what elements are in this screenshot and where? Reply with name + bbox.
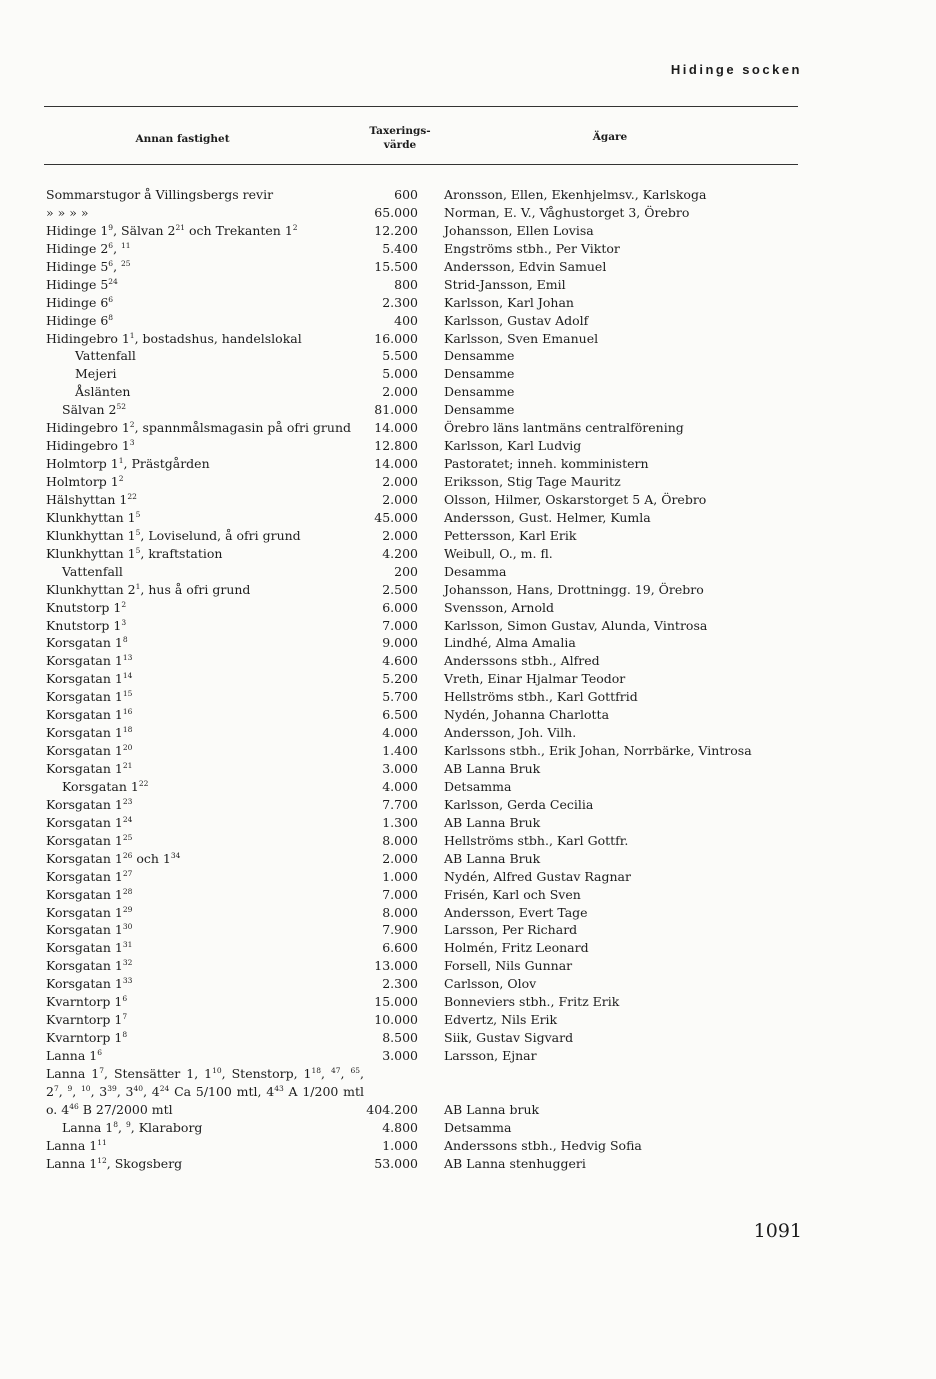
property-cell: Holmtorp $1^2$ xyxy=(46,474,124,490)
table-row xyxy=(0,455,936,473)
property-cell: Korsgatan $1^{32}$ xyxy=(46,958,133,974)
value-cell: 8.000 xyxy=(382,832,418,848)
property-cell: Korsgatan $1^{28}$ xyxy=(46,886,133,902)
value-cell: 4.600 xyxy=(382,653,418,669)
value-cell: 16.000 xyxy=(374,330,418,346)
value-cell: 1.400 xyxy=(382,743,418,759)
value-cell: 13.000 xyxy=(374,958,418,974)
property-cell: Korsgatan $1^{16}$ xyxy=(46,707,133,723)
value-cell: 4.000 xyxy=(382,778,418,794)
table-row xyxy=(0,258,936,276)
property-cell: Korsgatan $1^{22}$ xyxy=(62,778,149,794)
owner-cell: Engströms stbh., Per Viktor xyxy=(444,240,620,256)
table-row xyxy=(0,957,936,975)
property-cell: Lanna $1^6$ xyxy=(46,1048,103,1064)
value-cell: 6.000 xyxy=(382,599,418,615)
page-number: 1091 xyxy=(753,1220,802,1242)
table-row xyxy=(0,491,936,509)
property-cell: Korsgatan $1^{13}$ xyxy=(46,653,133,669)
table-row xyxy=(0,993,936,1011)
value-cell: 7.700 xyxy=(382,796,418,812)
table-row xyxy=(0,545,936,563)
table-row xyxy=(0,1137,936,1155)
value-cell: 800 xyxy=(394,276,418,292)
table-row xyxy=(0,778,936,796)
value-cell: 2.000 xyxy=(382,491,418,507)
property-cell: Korsgatan $1^{20}$ xyxy=(46,743,133,759)
table-row xyxy=(0,832,936,850)
owner-cell: Holmén, Fritz Leonard xyxy=(444,940,589,956)
owner-cell: Aronsson, Ellen, Ekenhjelmsv., Karlskoga xyxy=(444,187,707,202)
value-cell: 4.800 xyxy=(382,1119,418,1135)
table-row xyxy=(0,617,936,635)
value-cell: 1.300 xyxy=(382,814,418,830)
owner-cell: Densamme xyxy=(444,348,515,364)
owner-cell: Karlsson, Simon Gustav, Alunda, Vintrosa xyxy=(444,617,708,633)
table-row xyxy=(0,1047,936,1065)
value-cell: 45.000 xyxy=(374,509,418,525)
owner-cell: Andersson, Gust. Helmer, Kumla xyxy=(444,509,651,525)
property-cell: Lanna $1^8$, $^9$, Klaraborg xyxy=(62,1119,203,1135)
value-cell: 8.500 xyxy=(382,1030,418,1046)
property-cell: Korsgatan $1^{25}$ xyxy=(46,832,133,848)
owner-cell: Andersson, Joh. Vilh. xyxy=(444,725,577,741)
property-cell: Korsgatan $1^8$ xyxy=(46,635,128,651)
value-cell: 14.000 xyxy=(374,420,418,436)
column-header-value-line2: värde xyxy=(383,139,417,151)
property-table xyxy=(0,186,936,1173)
table-row xyxy=(0,1155,936,1173)
value-cell: 6.600 xyxy=(382,940,418,956)
owner-cell: Örebro läns lantmäns centralförening xyxy=(444,420,684,436)
value-cell: 4.200 xyxy=(382,545,418,561)
owner-cell: Johansson, Hans, Drottningg. 19, Örebro xyxy=(444,581,704,597)
owner-cell: Bonneviers stbh., Fritz Erik xyxy=(444,994,620,1010)
value-cell: 5.000 xyxy=(382,366,418,382)
value-cell: 5.700 xyxy=(382,689,418,705)
owner-cell: Anderssons stbh., Alfred xyxy=(444,653,600,669)
property-cell: Kvarntorp $1^7$ xyxy=(46,1012,128,1028)
table-row xyxy=(0,796,936,814)
owner-cell: Nydén, Johanna Charlotta xyxy=(444,707,610,723)
table-row xyxy=(0,509,936,527)
value-cell: 3.000 xyxy=(382,761,418,777)
table-row xyxy=(0,1119,936,1137)
owner-cell: Detsamma xyxy=(444,1119,512,1135)
property-cell: Korsgatan $1^{27}$ xyxy=(46,868,133,884)
property-cell: Sälvan $2^{52}$ xyxy=(62,402,127,418)
value-cell: 2.500 xyxy=(382,581,418,597)
table-row xyxy=(0,814,936,832)
property-cell: Holmtorp $1^1$, Prästgården xyxy=(46,456,210,472)
property-cell: Hidinge $5^6$, $^{25}$ xyxy=(46,258,131,274)
table-row xyxy=(0,742,936,760)
value-cell: 81.000 xyxy=(374,402,418,418)
owner-cell: Carlsson, Olov xyxy=(444,976,537,992)
value-cell: 5.500 xyxy=(382,348,418,364)
table-row xyxy=(0,581,936,599)
property-cell: Hidinge $2^6$, $^{11}$ xyxy=(46,240,131,256)
value-cell: 3.000 xyxy=(382,1048,418,1064)
value-cell: 404.200 xyxy=(366,1101,418,1117)
owner-cell: Olsson, Hilmer, Oskarstorget 5 A, Örebro xyxy=(444,491,707,507)
table-row xyxy=(0,312,936,330)
property-cell: Lanna $1^7$, Stensätter 1, $1^{10}$, Stenstorp, $1^{18}$, $^{47}$, $^{65}$, $2^7$, $^9$, $^{10}$, $3^{39}$, $3^{40}$, $4^{24}$ Ca 5/100 mtl, $4^{43}$ A 1/200 mtl o. $4^{46}$ B 27/2000 mtl xyxy=(46,1065,365,1117)
header-top-rule xyxy=(44,106,798,107)
value-cell: 65.000 xyxy=(374,204,418,220)
value-cell: 12.200 xyxy=(374,222,418,238)
table-row xyxy=(0,850,936,868)
page-running-title: Hidinge socken xyxy=(670,62,802,77)
value-cell: 15.000 xyxy=(374,994,418,1010)
owner-cell: Hellströms stbh., Karl Gottfrid xyxy=(444,689,638,705)
property-cell: Klunkhyttan $2^1$, hus å ofri grund xyxy=(46,581,251,597)
owner-cell: Lindhé, Alma Amalia xyxy=(444,635,576,651)
property-cell: Mejeri xyxy=(75,366,117,382)
property-cell: Vattenfall xyxy=(62,563,123,579)
table-row xyxy=(0,670,936,688)
table-row xyxy=(0,222,936,240)
table-row xyxy=(0,294,936,312)
owner-cell: Larsson, Per Richard xyxy=(444,922,578,938)
owner-cell: Densamme xyxy=(444,366,515,382)
column-header-property: Annan fastighet xyxy=(135,133,230,145)
table-row xyxy=(0,383,936,401)
owner-cell: Detsamma xyxy=(444,778,512,794)
owner-cell: AB Lanna Bruk xyxy=(444,814,541,830)
owner-cell: Desamma xyxy=(444,563,507,579)
property-cell: Korsgatan $1^{23}$ xyxy=(46,796,133,812)
owner-cell: Anderssons stbh., Hedvig Sofia xyxy=(444,1137,642,1153)
property-cell: Klunkhyttan $1^5$ xyxy=(46,509,141,525)
owner-cell: AB Lanna bruk xyxy=(444,1101,540,1117)
table-row xyxy=(0,365,936,383)
property-cell: Korsgatan $1^{24}$ xyxy=(46,814,133,830)
table-row xyxy=(0,347,936,365)
owner-cell: Hellströms stbh., Karl Gottfr. xyxy=(444,832,629,848)
owner-cell: Andersson, Edvin Samuel xyxy=(444,258,607,274)
table-row xyxy=(0,276,936,294)
owner-cell: Eriksson, Stig Tage Mauritz xyxy=(444,474,621,490)
owner-cell: AB Lanna Bruk xyxy=(444,850,541,866)
owner-cell: Pastoratet; inneh. komministern xyxy=(444,456,649,472)
owner-cell: Densamme xyxy=(444,384,515,400)
owner-cell: Johansson, Ellen Lovisa xyxy=(444,222,594,238)
owner-cell: Karlssons stbh., Erik Johan, Norrbärke, Vintrosa xyxy=(444,743,752,759)
value-cell: 7.000 xyxy=(382,886,418,902)
table-row xyxy=(0,1011,936,1029)
value-cell: 7.900 xyxy=(382,922,418,938)
owner-cell: Frisén, Karl och Sven xyxy=(444,886,581,902)
owner-cell: Karlsson, Gerda Cecilia xyxy=(444,796,594,812)
table-row xyxy=(0,886,936,904)
owner-cell: Vreth, Einar Hjalmar Teodor xyxy=(444,671,626,687)
property-cell: Hidinge $6^6$ xyxy=(46,294,114,310)
property-cell: Korsgatan $1^{14}$ xyxy=(46,671,133,687)
property-cell: Åslänten xyxy=(75,384,131,400)
table-row xyxy=(0,939,936,957)
property-cell: Knutstorp $1^2$ xyxy=(46,599,127,615)
property-cell: Hidingebro $1^3$ xyxy=(46,438,135,454)
table-row xyxy=(0,240,936,258)
column-header-owner: Ägare xyxy=(592,131,628,143)
property-cell: Hidingebro $1^2$, spannmålsmagasin på ofri grund xyxy=(46,420,351,436)
property-cell: Hidinge $6^8$ xyxy=(46,312,114,328)
owner-cell: Densamme xyxy=(444,402,515,418)
table-row xyxy=(0,1065,936,1119)
property-cell: Korsgatan $1^{30}$ xyxy=(46,922,133,938)
table-row xyxy=(0,634,936,652)
table-row xyxy=(0,330,936,348)
value-cell: 600 xyxy=(394,187,418,202)
table-row xyxy=(0,419,936,437)
owner-cell: Karlsson, Sven Emanuel xyxy=(444,330,599,346)
owner-cell: Larsson, Ejnar xyxy=(444,1048,537,1064)
value-cell: 6.500 xyxy=(382,707,418,723)
value-cell: 2.000 xyxy=(382,474,418,490)
table-row xyxy=(0,868,936,886)
owner-cell: Karlsson, Karl Ludvig xyxy=(444,438,582,454)
value-cell: 53.000 xyxy=(374,1155,418,1171)
table-row xyxy=(0,1029,936,1047)
property-cell: Knutstorp $1^3$ xyxy=(46,617,127,633)
table-row xyxy=(0,706,936,724)
property-cell: Klunkhyttan $1^5$, kraftstation xyxy=(46,545,223,561)
value-cell: 400 xyxy=(394,312,418,328)
table-row xyxy=(0,599,936,617)
value-cell: 1.000 xyxy=(382,1137,418,1153)
owner-cell: Nydén, Alfred Gustav Ragnar xyxy=(444,868,631,884)
header-bottom-rule xyxy=(44,164,798,165)
value-cell: 9.000 xyxy=(382,635,418,651)
value-cell: 10.000 xyxy=(374,1012,418,1028)
property-cell: » » » » xyxy=(46,204,89,220)
owner-cell: AB Lanna stenhuggeri xyxy=(444,1155,586,1171)
property-cell: Lanna $1^{12}$, Skogsberg xyxy=(46,1155,183,1171)
property-cell: Sommarstugor å Villingsbergs revir xyxy=(46,187,274,202)
column-header-value xyxy=(352,124,448,152)
owner-cell: Pettersson, Karl Erik xyxy=(444,527,577,543)
table-row xyxy=(0,563,936,581)
owner-cell: Forsell, Nils Gunnar xyxy=(444,958,573,974)
property-cell: Hidingebro $1^1$, bostadshus, handelslokal xyxy=(46,330,302,346)
value-cell: 4.000 xyxy=(382,725,418,741)
property-cell: Korsgatan $1^{33}$ xyxy=(46,976,133,992)
value-cell: 15.500 xyxy=(374,258,418,274)
property-cell: Korsgatan $1^{15}$ xyxy=(46,689,133,705)
property-cell: Korsgatan $1^{26}$ och $1^{34}$ xyxy=(46,850,181,866)
owner-cell: Strid-Jansson, Emil xyxy=(444,276,566,292)
table-row xyxy=(0,724,936,742)
property-cell: Hidinge $1^9$, Sälvan $2^{21}$ och Trekanten $1^2$ xyxy=(46,222,298,238)
owner-cell: Edvertz, Nils Erik xyxy=(444,1012,558,1028)
table-row xyxy=(0,401,936,419)
value-cell: 2.000 xyxy=(382,384,418,400)
value-cell: 5.400 xyxy=(382,240,418,256)
column-header-value-line1: Taxerings- xyxy=(369,125,431,137)
value-cell: 8.000 xyxy=(382,904,418,920)
table-row xyxy=(0,760,936,778)
table-row xyxy=(0,437,936,455)
value-cell: 1.000 xyxy=(382,868,418,884)
owner-cell: Norman, E. V., Våghustorget 3, Örebro xyxy=(444,204,690,220)
table-row xyxy=(0,204,936,222)
property-cell: Korsgatan $1^{31}$ xyxy=(46,940,133,956)
owner-cell: Karlsson, Karl Johan xyxy=(444,294,574,310)
value-cell: 12.800 xyxy=(374,438,418,454)
property-cell: Hidinge $5^{24}$ xyxy=(46,276,118,292)
table-row xyxy=(0,921,936,939)
table-row xyxy=(0,186,936,204)
property-cell: Kvarntorp $1^6$ xyxy=(46,994,128,1010)
table-row xyxy=(0,904,936,922)
property-cell: Korsgatan $1^{21}$ xyxy=(46,761,133,777)
table-row xyxy=(0,975,936,993)
owner-cell: AB Lanna Bruk xyxy=(444,761,541,777)
property-cell: Kvarntorp $1^8$ xyxy=(46,1030,128,1046)
value-cell: 14.000 xyxy=(374,456,418,472)
property-cell: Hälshyttan $1^{22}$ xyxy=(46,491,137,507)
owner-cell: Svensson, Arnold xyxy=(444,599,555,615)
value-cell: 2.000 xyxy=(382,850,418,866)
table-row xyxy=(0,688,936,706)
table-row xyxy=(0,473,936,491)
value-cell: 2.000 xyxy=(382,527,418,543)
owner-cell: Weibull, O., m. fl. xyxy=(444,545,553,561)
value-cell: 2.300 xyxy=(382,976,418,992)
property-cell: Korsgatan $1^{18}$ xyxy=(46,725,133,741)
value-cell: 200 xyxy=(394,563,418,579)
owner-cell: Andersson, Evert Tage xyxy=(444,904,588,920)
property-cell: Vattenfall xyxy=(75,348,136,364)
owner-cell: Siik, Gustav Sigvard xyxy=(444,1030,574,1046)
value-cell: 5.200 xyxy=(382,671,418,687)
owner-cell: Karlsson, Gustav Adolf xyxy=(444,312,589,328)
value-cell: 2.300 xyxy=(382,294,418,310)
table-row xyxy=(0,527,936,545)
value-cell: 7.000 xyxy=(382,617,418,633)
table-row xyxy=(0,652,936,670)
property-cell: Korsgatan $1^{29}$ xyxy=(46,904,133,920)
property-cell: Klunkhyttan $1^5$, Loviselund, å ofri grund xyxy=(46,527,301,543)
property-cell: Lanna $1^{11}$ xyxy=(46,1137,107,1153)
